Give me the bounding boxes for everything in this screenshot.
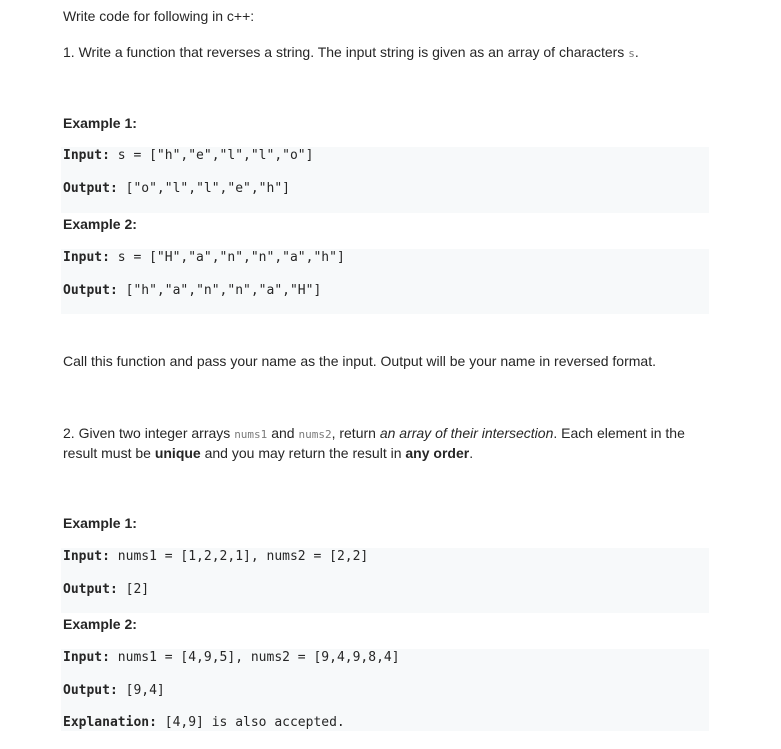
q1-statement: [63, 43, 639, 63]
q2-statement: 2. Given two integer arrays nums1 and nums2, return an array of their intersection. Each element in the result must be unique and you may return the result in any order.: [63, 425, 685, 461]
q2-example-1-heading: Example 1:: [63, 515, 137, 531]
q2-example-2-block: [61, 649, 709, 731]
q2-example-2-output: Output: [9,4]: [63, 683, 165, 698]
q2-example-2-input: Input: nums1 = [4,9,5], nums2 = [9,4,9,8,4]: [63, 650, 400, 665]
q2-example-1-block: [61, 548, 709, 613]
q1-example-1-output: Output: ["o","l","l","e","h"]: [63, 181, 290, 196]
q2-bold-any-order: any order: [405, 445, 470, 461]
q2-code-nums2: nums2: [298, 428, 332, 441]
q2-bold-unique: unique: [154, 445, 201, 461]
q1-example-1-input: Input: s = ["h","e","l","l","o"]: [63, 148, 314, 163]
q1-example-1-block: [61, 147, 709, 213]
q1-example-1-heading: Example 1:: [63, 115, 137, 131]
q2-example-1-output: Output: [2]: [63, 582, 150, 597]
q1-example-2-output: Output: ["h","a","n","n","a","H"]: [63, 283, 322, 298]
q1-example-2-heading: Example 2:: [63, 216, 137, 232]
q1-code-s: s: [628, 47, 635, 60]
q2-example-1-input: Input: nums1 = [1,2,2,1], nums2 = [2,2]: [63, 549, 369, 564]
q2-example-2-explanation: Explanation: [4,9] is also accepted.: [63, 715, 345, 730]
q1-example-2-input: Input: s = ["H","a","n","n","a","h"]: [63, 250, 345, 265]
q2-code-nums1: nums1: [234, 428, 268, 441]
q2-emphasis: an array of their intersection: [379, 425, 554, 441]
intro-text: Write code for following in c++:: [63, 8, 255, 24]
q1-example-2-block: [61, 249, 709, 314]
q1-text-before: 1. Write a function that reverses a string. The input string is given as an array of characters: [63, 44, 629, 60]
q1-text-after: .: [634, 44, 639, 60]
q2-example-2-heading: Example 2:: [63, 616, 137, 632]
q1-call-text: Call this function and pass your name as the input. Output will be your name in reversed format.: [63, 353, 656, 369]
